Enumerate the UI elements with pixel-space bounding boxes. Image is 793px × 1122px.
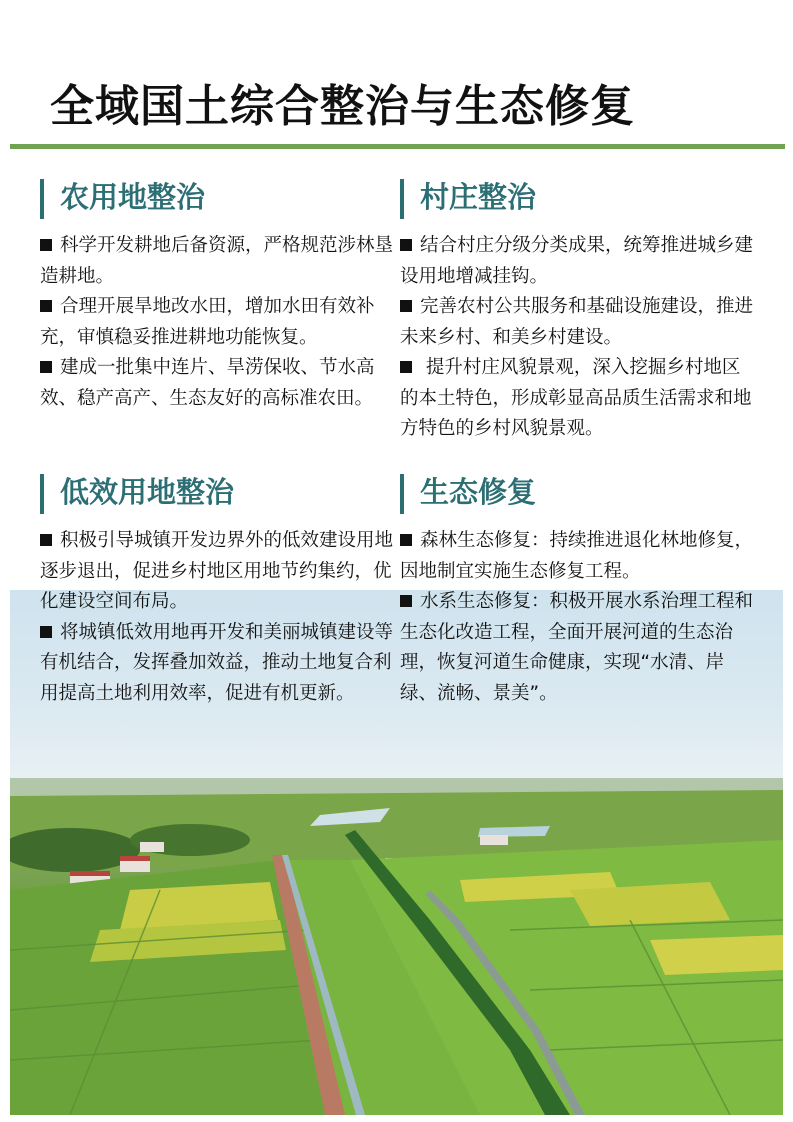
- section-heading: 低效用地整治: [60, 475, 235, 509]
- section-accent-bar: [40, 474, 44, 514]
- square-bullet-icon: [400, 595, 412, 607]
- section-farmland-remediation: [40, 175, 400, 414]
- bullet-item: 水系生态修复：积极开展水系治理工程和生态化改造工程，全面开展河道的生态治理，恢复河道生命健康，实现“水清、岸绿、流畅、景美”。: [400, 591, 754, 704]
- bullet-item: 提升村庄风貌景观，深入挖掘乡村地区的本土特色，形成彰显高品质生活需求和地方特色的乡村风貌景观。: [400, 357, 752, 439]
- title-divider: [10, 144, 785, 149]
- bullet-item: 合理开展旱地改水田，增加水田有效补充，审慎稳妥推进耕地功能恢复。: [40, 296, 375, 348]
- section-inefficient-land-remediation: [40, 470, 400, 709]
- square-bullet-icon: [40, 626, 52, 638]
- square-bullet-icon: [40, 361, 52, 373]
- section-accent-bar: [40, 179, 44, 219]
- square-bullet-icon: [40, 300, 52, 312]
- bullet-item: 建成一批集中连片、旱涝保收、节水高效、稳产高产、生态友好的高标准农田。: [40, 357, 375, 409]
- square-bullet-icon: [40, 239, 52, 251]
- section-village-remediation: [400, 175, 755, 445]
- bullet-item: 结合村庄分级分类成果，统筹推进城乡建设用地增减挂钩。: [400, 235, 754, 287]
- bullet-item: 将城镇低效用地再开发和美丽城镇建设等有机结合，发挥叠加效益，推动土地复合利用提高土地利用效率，促进有机更新。: [40, 621, 394, 704]
- square-bullet-icon: [400, 239, 412, 251]
- section-accent-bar: [400, 474, 404, 514]
- page-title: 全域国土综合整治与生态修复: [50, 81, 635, 132]
- section-ecological-restoration: [400, 470, 760, 709]
- square-bullet-icon: [400, 300, 412, 312]
- bullet-item: 科学开发耕地后备资源，严格规范涉林垦造耕地。: [40, 235, 394, 287]
- square-bullet-icon: [400, 361, 412, 373]
- square-bullet-icon: [400, 534, 412, 546]
- section-heading: 村庄整治: [420, 180, 537, 214]
- section-heading: 生态修复: [420, 475, 537, 509]
- bullet-item: 森林生态修复：持续推进退化林地修复，因地制宜实施生态修复工程。: [400, 530, 754, 582]
- section-heading: 农用地整治: [60, 180, 206, 214]
- bullet-item: 完善农村公共服务和基础设施建设，推进未来乡村、和美乡村建设。: [400, 296, 754, 348]
- square-bullet-icon: [40, 534, 52, 546]
- section-accent-bar: [400, 179, 404, 219]
- bullet-item: 积极引导城镇开发边界外的低效建设用地逐步退出，促进乡村地区用地节约集约，优化建设空间布局。: [40, 530, 394, 612]
